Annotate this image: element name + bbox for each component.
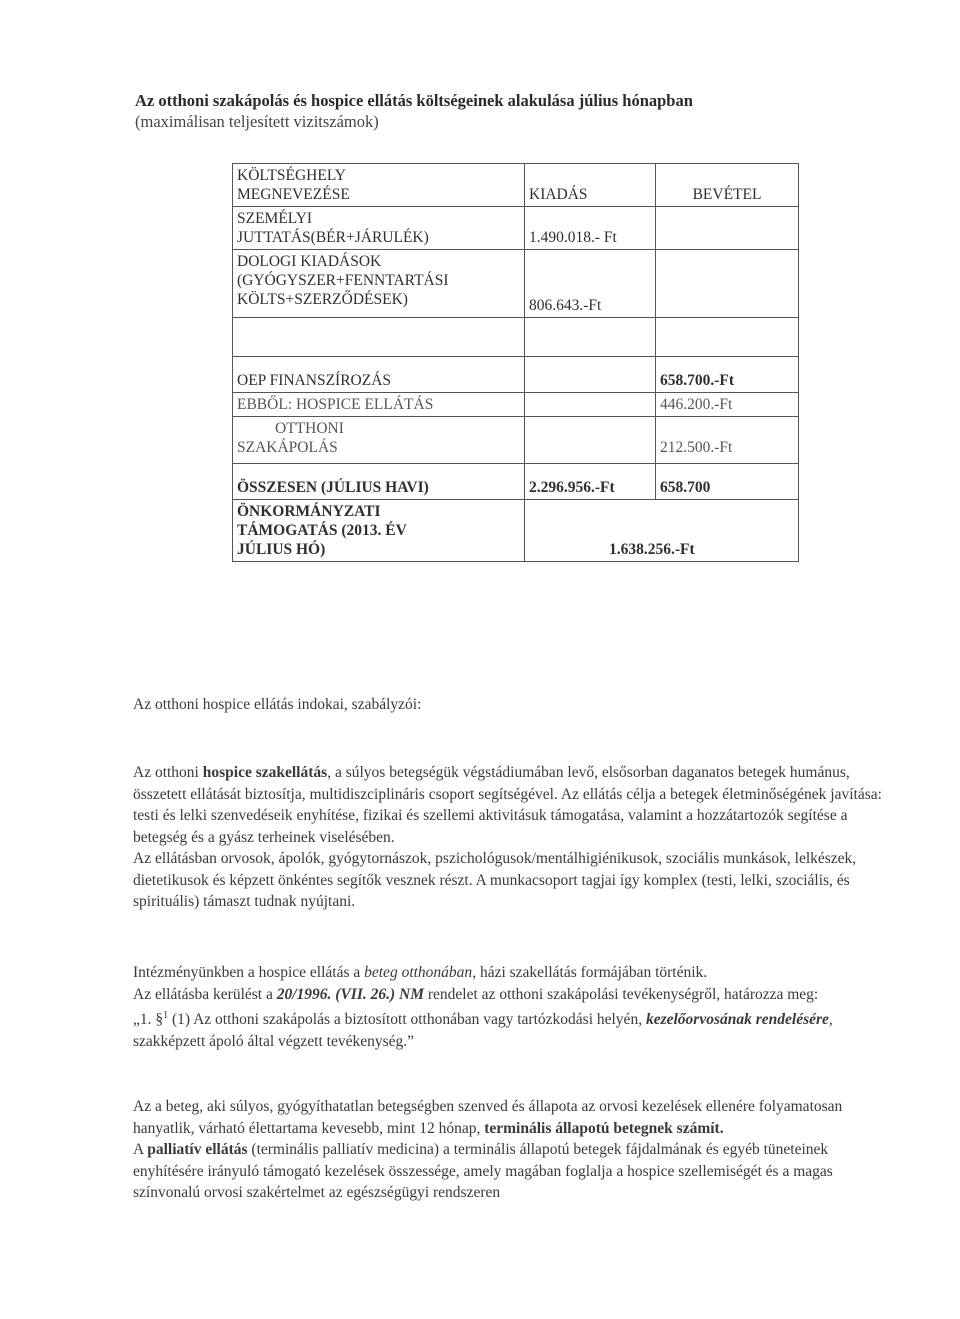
szemelyi-label-line1: SZEMÉLYI [237,210,313,227]
table-row-empty [233,318,799,357]
cost-table [232,163,799,562]
header-koltseghely [233,164,525,207]
table-row [233,250,799,318]
header-koltseghely-line2: MEGNEVEZÉSE [237,186,350,203]
text-span: Intézményünkben a hospice ellátás a [133,964,365,981]
text-span: A [133,1141,148,1158]
row-szemelyi-label [233,207,525,250]
szemelyi-label-line2: JUTTATÁS(BÉR+JÁRULÉK) [237,229,429,246]
otthoni-label-line2: SZAKÁPOLÁS [237,439,338,456]
row-dologi-bevetel [656,250,799,318]
row-oep-label: OEP FINANSZÍROZÁS [233,357,525,393]
paragraph-palliativ [133,1139,893,1204]
table-row [233,500,799,562]
text-span: , szakképzett ápoló által végzett tevékenység.” [133,1011,833,1050]
row-hospice-kiadas [525,393,656,417]
dologi-label-line2: (GYÓGYSZER+FENNTARTÁSI [237,272,449,289]
onkorm-label-line1: ÖNKORMÁNYZATI [237,503,381,520]
page-subtitle: (maximálisan teljesített vizitszámok) [135,112,379,131]
row-otthoni-bevetel: 212.500.-Ft [656,417,799,464]
row-szemelyi-bevetel [656,207,799,250]
empty-cell [233,318,525,357]
text-span: Az a beteg, aki súlyos, gyógyíthatatlan betegségben szenved és állapota az orvosi kezelések ellenére folyamatosan hanyatlik, várható élettartama kevesebb, mint 12 hónap, [133,1098,843,1137]
row-hospice-label: EBBŐL: HOSPICE ELLÁTÁS [233,393,525,417]
row-oep-bevetel: 658.700.-Ft [656,357,799,393]
text-span-bold-italic: 20/1996. (VII. 26.) NM [276,985,425,1003]
text-span-bold: palliatív ellátás [147,1141,248,1158]
text-span: rendelet az otthoni szakápolási tevékenységről, határozza meg: [424,985,819,1003]
row-osszesen-label: ÖSSZESEN (JÚLIUS HAVI) [233,464,525,500]
header-koltseghely-line1: KÖLTSÉGHELY [237,167,346,184]
row-otthoni-label [233,417,525,464]
row-otthoni-kiadas [525,417,656,464]
row-osszesen-kiadas: 2.296.956.-Ft [525,464,656,500]
paragraph-terminalis [133,1096,893,1139]
text-span: , a súlyos betegségük végstádiumában levő, elsősorban daganatos betegek humánus, összetett ellátását biztosítja, multidiszciplináris csoport segítségével. Az ellátás célja a betegek életminőségének javítása: testi és lelki szenvedéseik enyhítése, fizikai és szellemi aktivitásuk támogatása, valamint a hozzátartozók segítése a betegség és a gyász terheinek viselésében. [133,764,882,846]
header-bevetel: BEVÉTEL [656,164,799,207]
paragraph-intezmeny [133,962,893,984]
table-row [233,357,799,393]
paragraph-ellatasba [133,984,893,1006]
row-oep-kiadas [525,357,656,393]
text-span: (terminális palliatív medicina) a terminális állapotú betegek fájdalmának és egyéb tüneteinek enyhítésére irányuló támogató kezelések összessége, amely magában foglalja a hospice szellemiségét és a magas színvonalú orvosi szakértelmet az egészségügyi rendszeren [133,1141,833,1201]
title-block [135,90,895,132]
paragraph-team: Az ellátásban orvosok, ápolók, gyógytornászok, pszichológusok/mentálhigiénikusok, szociális munkások, lelkészek, dietetikusok és képzett önkéntes segítők vesznek részt. A munkacsoport tagjai így komplex (testi, lelki, szociális, és spirituális) támaszt tudnak nyújtani. [133,850,857,910]
table-row [233,464,799,500]
section-terminalis [133,1096,893,1204]
text-span-bold: terminális állapotú betegnek számít. [484,1119,724,1137]
text-span: (1) Az otthoni szakápolás a biztosított otthonában vagy tartózkodási helyén, [168,1011,646,1029]
text-span: Az ellátásba kerülést a [133,985,277,1003]
footnote-sup: 1 [163,1010,169,1021]
text-span-bold: hospice szakellátás [202,764,328,781]
row-dologi-label [233,250,525,318]
section-rendelet [133,962,893,1052]
paragraph-quote [133,1005,893,1052]
row-onkorm-ertek: 1.638.256.-Ft [525,500,799,562]
paragraph-hospice-intro [133,762,893,848]
page-title: Az otthoni szakápolás és hospice ellátás költségeinek alakulása július hónapban [135,91,693,110]
text-span-bold-italic: kezelőorvosának rendelésére [645,1011,829,1029]
header-kiadas: KIADÁS [525,164,656,207]
table-header-row [233,164,799,207]
text-span: Az otthoni [133,764,203,781]
empty-cell [656,318,799,357]
section-heading-text: Az otthoni hospice ellátás indokai, szabályzói: [133,696,422,713]
dologi-label-line1: DOLOGI KIADÁSOK [237,253,382,270]
row-hospice-bevetel: 446.200.-Ft [656,393,799,417]
dologi-label-line3: KÖLTS+SZERZŐDÉSEK) [237,291,408,308]
row-dologi-kiadas: 806.643.-Ft [525,250,656,318]
table-row [233,393,799,417]
text-span: , házi szakellátás formájában történik. [472,964,708,981]
empty-cell [525,318,656,357]
onkorm-label-line2: TÁMOGATÁS (2013. ÉV [237,522,407,539]
otthoni-label-line1: OTTHONI [275,420,344,437]
row-onkorm-label [233,500,525,562]
onkorm-label-line3: JÚLIUS HÓ) [237,541,326,558]
row-osszesen-bevetel: 658.700 [656,464,799,500]
table-row [233,417,799,464]
row-szemelyi-kiadas: 1.490.018.- Ft [525,207,656,250]
section-hospice [133,762,893,913]
section-heading [133,694,893,716]
text-span: „1. § [133,1011,164,1029]
table-row [233,207,799,250]
text-span-italic: beteg otthonában [364,964,473,981]
